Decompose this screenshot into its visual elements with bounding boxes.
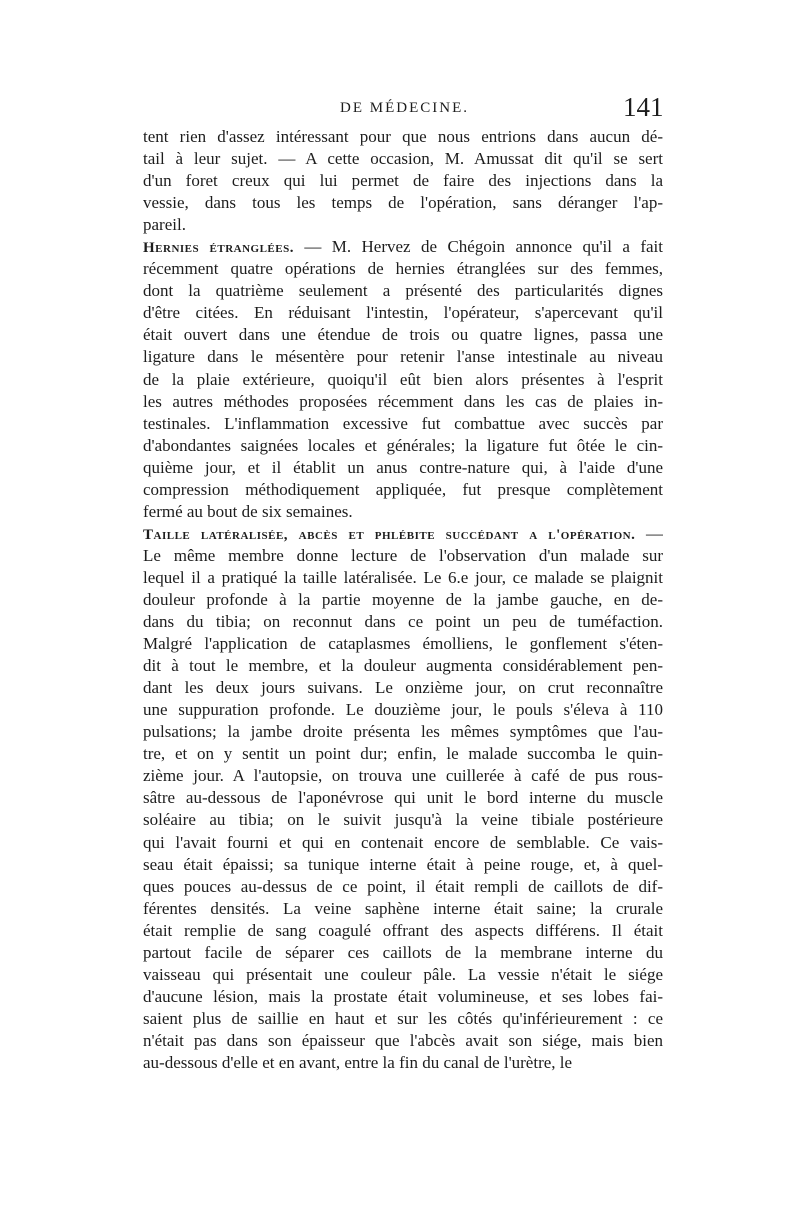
text-line: Le même membre donne lecture de l'observation d'un malade sur: [143, 545, 663, 565]
page-header: [0, 92, 800, 126]
text-line: Taille latéralisée, abcès et phlébite succédant a l'opération. —: [143, 523, 663, 543]
text-line: zième jour. A l'autopsie, on trouva une cuillerée à café de pus rous-: [143, 766, 663, 786]
text-line: d'abondantes saignées locales et générales; la ligature fut ôtée le cin-: [143, 435, 663, 455]
section-heading: Taille latéralisée, abcès et phlébite succédant a l'opération.: [143, 526, 636, 543]
text-line: d'être citées. En réduisant l'intestin, l'opérateur, s'apercevant qu'il: [143, 303, 663, 323]
text-line: était remplie de sang coagulé offrant des aspects différens. Il était: [143, 920, 663, 940]
text-line: tre, et on y sentit un point dur; enfin, le malade succomba le quin-: [143, 744, 663, 764]
text-line: pareil.: [143, 215, 186, 235]
text-line: au-dessous d'elle et en avant, entre la fin du canal de l'urètre, le: [143, 1052, 573, 1072]
text-line: Malgré l'application de cataplasmes émolliens, le gonflement s'éten-: [143, 634, 663, 654]
text-line: lequel il a pratiqué la taille latéralisée. Le 6.e jour, ce malade se plaignit: [143, 567, 663, 587]
text-line: ligature dans le mésentère pour retenir l'anse intestinale au niveau: [143, 347, 663, 367]
text-line: tent rien d'assez intéressant pour que nous entrions dans aucun dé-: [143, 127, 663, 146]
text-line: qui l'avait fourni et qui en contenait encore de semblable. Ce vais-: [143, 832, 663, 852]
text-line: dont la quatrième seulement a présenté des particularités dignes: [143, 281, 663, 301]
text-line: de la plaie extérieure, quoiqu'il eût bien alors présentes à l'esprit: [143, 369, 663, 389]
running-head: DE MÉDECINE.: [340, 100, 469, 116]
text-line: d'aucune lésion, mais la prostate était volumineuse, et ses lobes fai-: [143, 986, 663, 1006]
text-line: partout facile de séparer ces caillots de la membrane interne du: [143, 942, 663, 962]
text-line: Hernies étranglées. — M. Hervez de Chégoin annonce qu'il a fait: [143, 237, 663, 257]
text-line: sâtre au-dessous de l'aponévrose qui unit le bord interne du muscle: [143, 788, 663, 808]
text-line: n'était pas dans son épaisseur que l'abcès avait son siége, mais bien: [143, 1030, 663, 1050]
text-line: dant les deux jours suivans. Le onzième jour, on crut reconnaître: [143, 678, 663, 698]
text-line: tail à leur sujet. — A cette occasion, M. Amussat dit qu'il se sert: [143, 149, 663, 169]
text-line: était ouvert dans une étendue de trois ou quatre lignes, passa une: [143, 325, 663, 345]
section-heading: Hernies étranglées.: [143, 240, 294, 257]
text-line: une suppuration profonde. Le douzième jour, le pouls s'éleva à 110: [143, 700, 663, 720]
text-line: saient plus de saillie en haut et sur les côtés qu'inférieurement : ce: [143, 1008, 663, 1028]
text-line: vessie, dans tous les temps de l'opération, sans déranger l'ap-: [143, 193, 663, 213]
text-line: fermé au bout de six semaines.: [143, 501, 353, 521]
text-line: compression méthodiquement appliquée, fut presque complètement: [143, 479, 663, 499]
text-line: seau était épaissi; sa tunique interne était à peine rouge, et, à quel-: [143, 854, 663, 874]
text-line: d'un foret creux qui lui permet de faire des injections dans la: [143, 171, 663, 191]
page-number: 141: [623, 92, 664, 122]
text-line: les autres méthodes proposées récemment dans les cas de plaies in-: [143, 391, 663, 411]
text-line: testinales. L'inflammation excessive fut combattue avec succès par: [143, 413, 663, 433]
text-line: récemment quatre opérations de hernies étranglées sur des femmes,: [143, 259, 663, 279]
text-line: dit à tout le membre, et la douleur augmenta considérablement pen-: [143, 656, 663, 676]
text-line: ques pouces au-dessus de ce point, il était rempli de caillots de dif-: [143, 876, 663, 896]
text-line: vaisseau qui présentait une couleur pâle. La vessie n'était le siége: [143, 964, 663, 984]
text-line: quième jour, et il établit un anus contre-nature qui, à l'aide d'une: [143, 457, 663, 477]
text-line: dans du tibia; on reconnut dans ce point un peu de tuméfaction.: [143, 612, 663, 632]
text-line: douleur profonde à la partie moyenne de la jambe gauche, en de-: [143, 589, 663, 609]
text-line: soléaire au tibia; on le suivit jusqu'à la veine tibiale postérieure: [143, 810, 663, 830]
text-line: férentes densités. La veine saphène interne était saine; la crurale: [143, 898, 663, 918]
text-line: pulsations; la jambe droite présenta les mêmes symptômes que l'au-: [143, 722, 663, 742]
body-text: [143, 126, 663, 1074]
